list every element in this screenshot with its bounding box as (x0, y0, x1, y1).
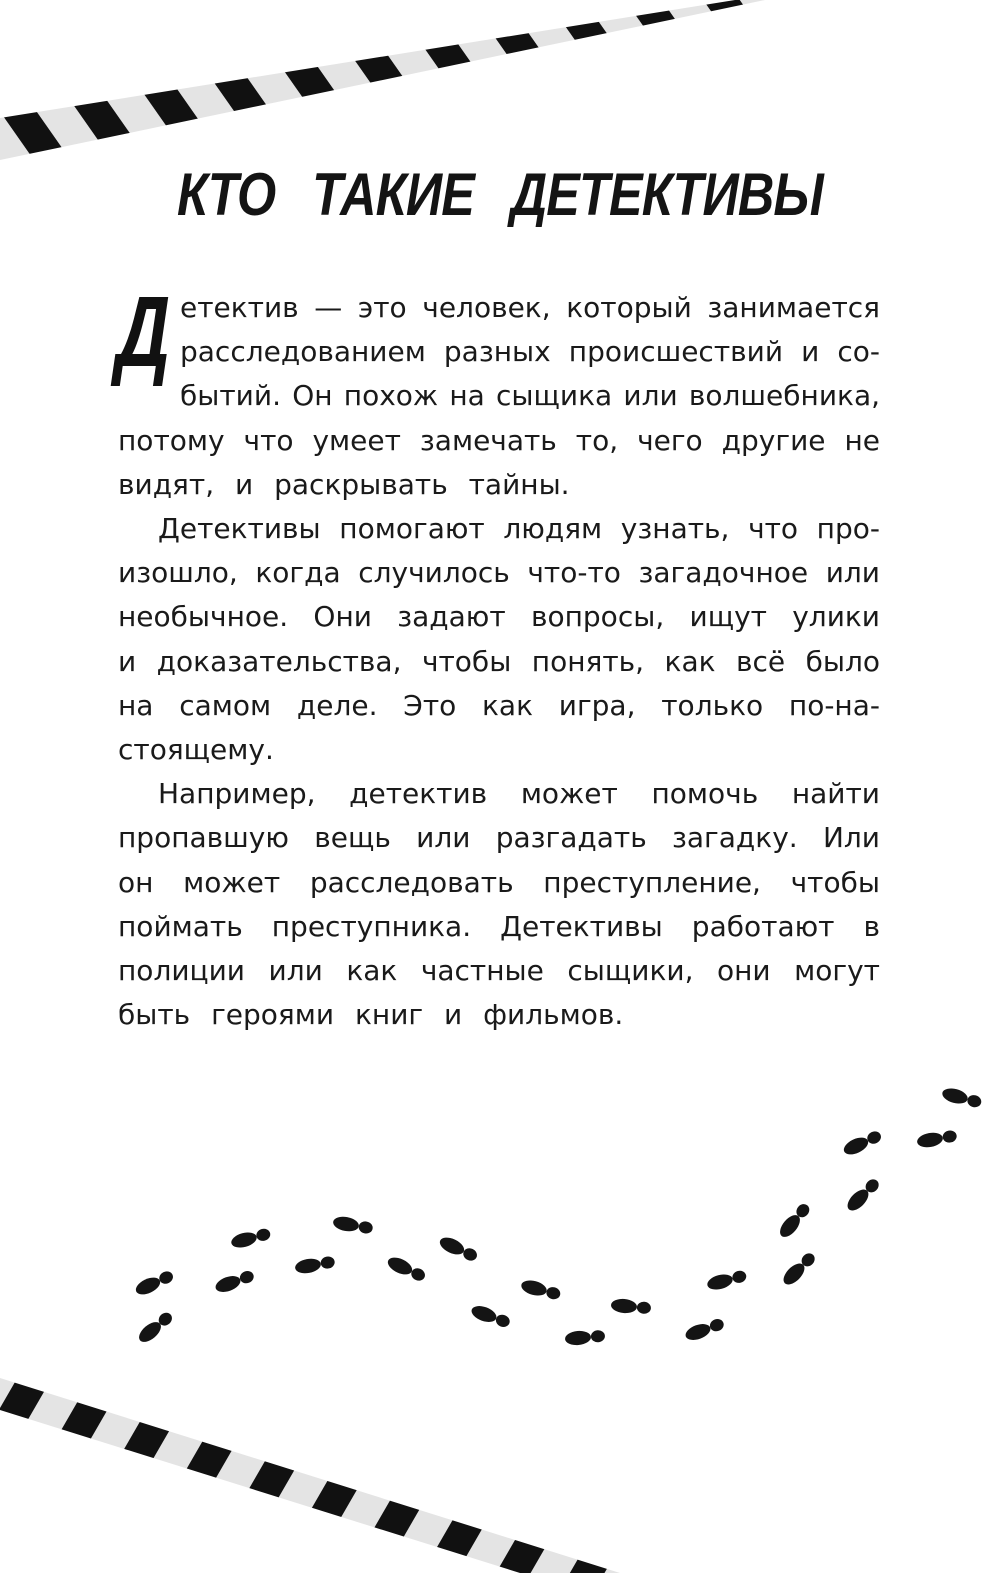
text-line: видят, и раскрывать тайны. (118, 467, 570, 501)
text-line: изошло, когда случилось что-то загадочное или (118, 556, 880, 590)
page-title: КТО ТАКИЕ ДЕТЕКТИВЫ (177, 161, 823, 228)
footprints-trail (0, 1070, 1000, 1390)
text-line: на самом деле. Это как игра, только по-на- (118, 688, 880, 722)
text-line: потому что умеет замечать то, чего другие не (118, 423, 880, 457)
caution-tape-top (0, 0, 1000, 180)
text-line: Например, детектив может помочь найти (158, 777, 880, 811)
text-line: стоящему. (118, 733, 274, 767)
text-line: пропавшую вещь или разгадать загадку. Или (118, 821, 880, 855)
text-line: Детективы помогают людям узнать, что про- (158, 512, 880, 546)
text-line: етектив — это человек, который занимается (180, 291, 880, 324)
text-line: поймать преступника. Детективы работают в (118, 909, 880, 943)
article-body (116, 276, 880, 1037)
text-line: расследованием разных происшествий и со- (180, 335, 880, 369)
text-line: необычное. Они задают вопросы, ищут улики (118, 600, 880, 634)
drop-cap: Д (116, 276, 171, 388)
text-line: и доказательства, чтобы понять, как всё было (118, 644, 880, 678)
text-line: быть героями книг и фильмов. (118, 998, 624, 1032)
text-line: полиции или как частные сыщики, они могут (118, 954, 880, 988)
paragraph-3 (118, 772, 880, 1037)
text-line: бытий. Он похож на сыщика или волшебника, (180, 379, 880, 413)
text-line: он может расследовать преступление, чтобы (118, 865, 880, 899)
paragraph-2 (118, 507, 880, 772)
paragraph-1 (116, 276, 880, 507)
